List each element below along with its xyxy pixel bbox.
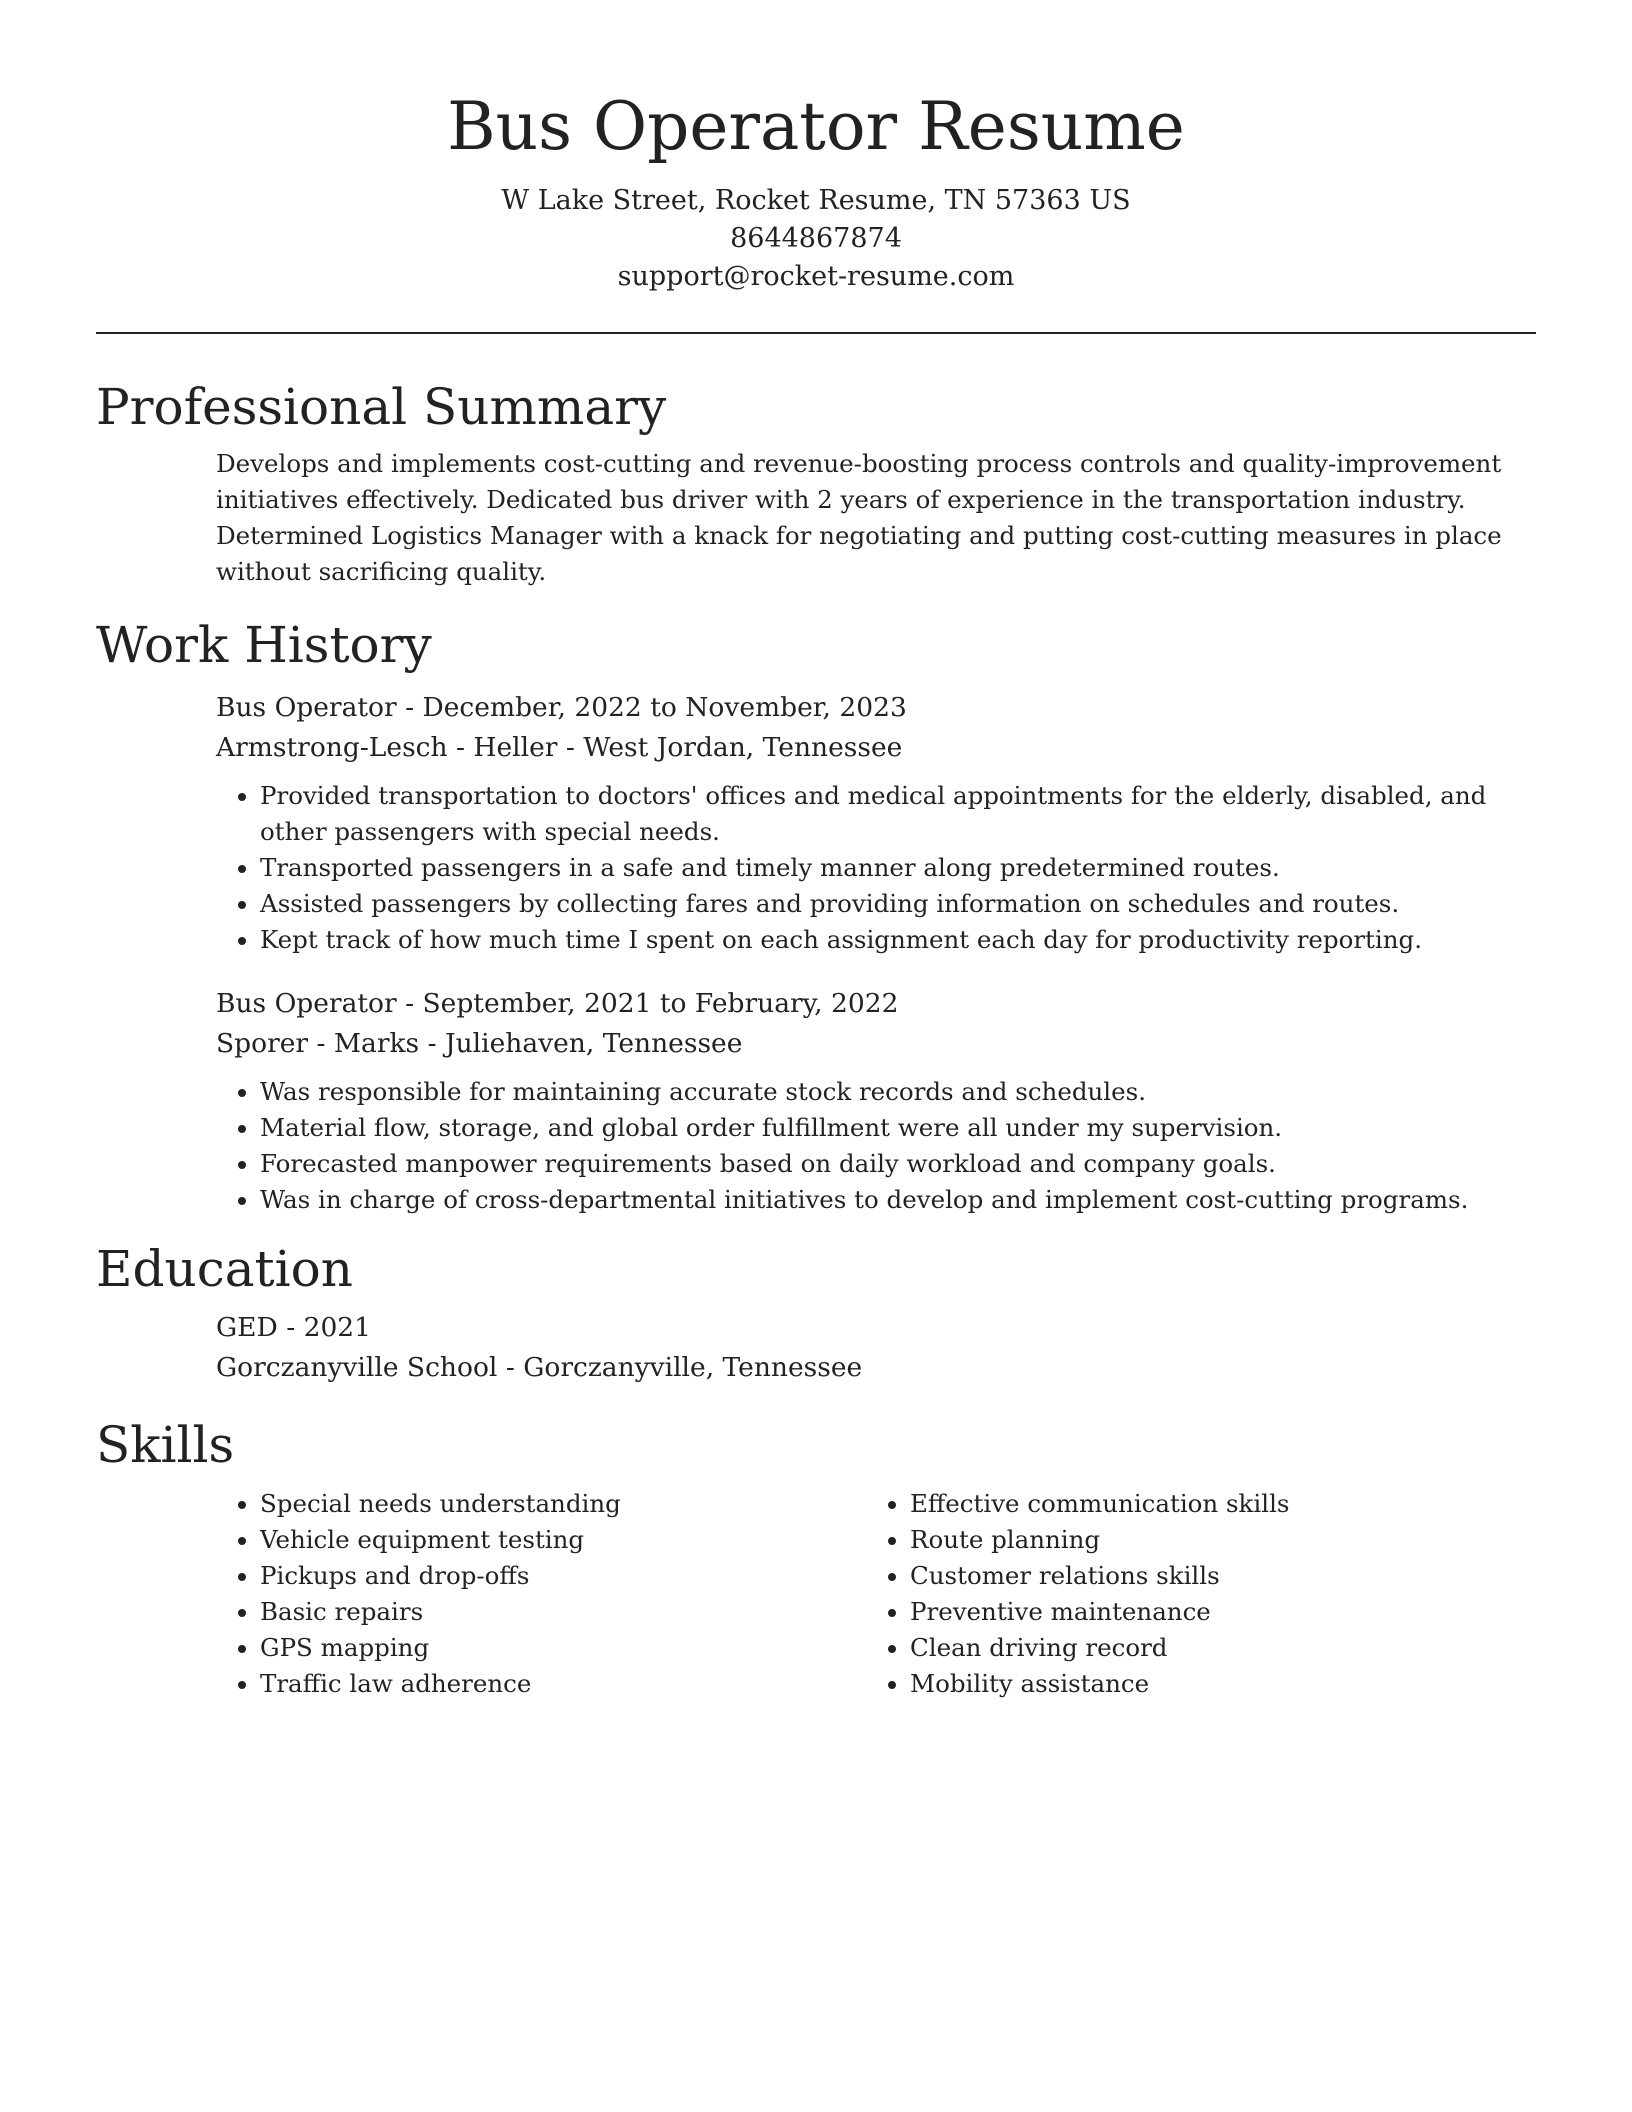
job-bullet: • Kept track of how much time I spent on each assignment each day for productivity reporting.: [260, 922, 1536, 958]
skill-item: • Basic repairs: [260, 1594, 866, 1630]
skill-item: • Route planning: [910, 1522, 1516, 1558]
job-role: Bus Operator: [216, 692, 397, 723]
job-bullet: • Forecasted manpower requirements based on daily workload and company goals.: [260, 1146, 1536, 1182]
work-history-section: [96, 612, 1536, 1218]
contact-address: W Lake Street, Rocket Resume, TN 57363 US: [501, 185, 1131, 216]
skill-item: • Mobility assistance: [910, 1666, 1516, 1702]
skill-item: • Traffic law adherence: [260, 1666, 866, 1702]
job-bullet: • Material flow, storage, and global order fulfillment were all under my supervision.: [260, 1110, 1536, 1146]
job-location: West Jordan, Tennessee: [583, 732, 903, 763]
contact-phone: 8644867874: [730, 223, 902, 254]
job-dates: December, 2022 to November, 2023: [422, 692, 907, 723]
education-section: [96, 1236, 1536, 1388]
skill-item: • Pickups and drop-offs: [260, 1558, 866, 1594]
skill-item: • Customer relations skills: [910, 1558, 1516, 1594]
job-company-line: Sporer - Marks - Juliehaven, Tennessee: [216, 1028, 743, 1059]
education-school-line: Gorczanyville School - Gorczanyville, Tennessee: [216, 1352, 863, 1383]
skill-item: • Special needs understanding: [260, 1486, 866, 1522]
education-year: 2021: [303, 1312, 372, 1343]
job-company: Armstrong-Lesch - Heller: [216, 732, 558, 763]
job-bullet: • Was responsible for maintaining accurate stock records and schedules.: [260, 1074, 1536, 1110]
job-title-line: Bus Operator - September, 2021 to February, 2022: [216, 988, 899, 1019]
resume-title: Bus Operator Resume: [447, 88, 1185, 165]
skill-item: • Effective communication skills: [910, 1486, 1516, 1522]
education-heading: Education: [96, 1240, 353, 1298]
education-location: Gorczanyville, Tennessee: [523, 1352, 863, 1383]
job-bullet: • Was in charge of cross-departmental initiatives to develop and implement cost-cutting programs.: [260, 1182, 1536, 1218]
education-school: Gorczanyville School: [216, 1352, 498, 1383]
education-body: [216, 1308, 1536, 1388]
work-history-body: [216, 688, 1536, 1218]
resume-header: [96, 0, 1536, 296]
skills-body: [216, 1486, 1536, 1702]
job-bullet: • Transported passengers in a safe and timely manner along predetermined routes.: [260, 850, 1536, 886]
summary-section: [96, 374, 1536, 590]
summary-heading: Professional Summary: [96, 378, 667, 436]
job-company-line: Armstrong-Lesch - Heller - West Jordan, Tennessee: [216, 732, 903, 763]
job-company: Sporer - Marks: [216, 1028, 420, 1059]
job-bullets: [216, 778, 1536, 958]
skill-item: • GPS mapping: [260, 1630, 866, 1666]
job-location: Juliehaven, Tennessee: [444, 1028, 743, 1059]
job-bullet: • Provided transportation to doctors' offices and medical appointments for the elderly, disabled, and other passengers with special needs.: [260, 778, 1536, 850]
job-entry: [216, 688, 1536, 958]
job-entry: [216, 984, 1536, 1218]
contact-email[interactable]: support@rocket-resume.com: [617, 261, 1015, 292]
skill-item: • Preventive maintenance: [910, 1594, 1516, 1630]
education-degree: GED: [216, 1312, 278, 1343]
skills-column-left: [216, 1486, 866, 1702]
skill-item: • Clean driving record: [910, 1630, 1516, 1666]
skill-item: • Vehicle equipment testing: [260, 1522, 866, 1558]
job-bullets: [216, 1074, 1536, 1218]
job-role: Bus Operator: [216, 988, 397, 1019]
skills-section: [96, 1412, 1536, 1702]
skills-heading: Skills: [96, 1416, 235, 1474]
work-history-heading: Work History: [96, 616, 432, 674]
job-bullet: • Assisted passengers by collecting fares and providing information on schedules and routes.: [260, 886, 1536, 922]
summary-text: Develops and implements cost-cutting and revenue-boosting process controls and quality-improvement initiatives effectively. Dedicated bus driver with 2 years of experience in the transportation industry. Determined Logistics Manager with a knack for negotiating and putting cost-cutting measures in place without sacrificing quality.: [216, 449, 1502, 586]
resume-page: [96, 0, 1536, 1702]
skills-grid: [216, 1486, 1536, 1702]
contact-info: [96, 182, 1536, 296]
skills-column-right: [866, 1486, 1516, 1702]
summary-body: [216, 446, 1536, 590]
header-divider: [96, 332, 1536, 334]
education-degree-line: GED - 2021: [216, 1312, 372, 1343]
job-title-line: Bus Operator - December, 2022 to November, 2023: [216, 692, 907, 723]
job-dates: September, 2021 to February, 2022: [422, 988, 899, 1019]
